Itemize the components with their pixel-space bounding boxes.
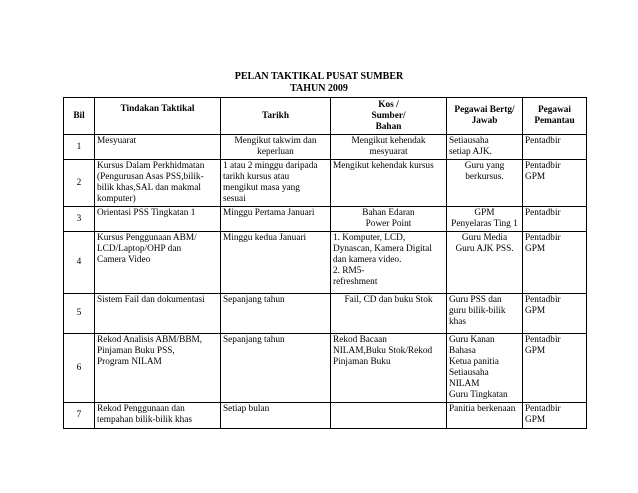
cell-kos: [331, 160, 447, 207]
cell-kos-line: refreshment: [333, 277, 378, 287]
cell-tindakan-line: Camera Video: [97, 255, 151, 265]
cell-tarikh: [221, 294, 331, 334]
cell-pemantau: [523, 403, 587, 429]
table-row: [64, 403, 587, 429]
cell-kos-line: Fail, CD dan buku Stok: [344, 295, 433, 305]
cell-bertg-line: Ketua panitia: [449, 357, 499, 367]
cell-bil: 5: [64, 294, 95, 334]
cell-kos-line: 1. Komputer, LCD,: [333, 233, 406, 243]
cell-tindakan-line: (Pengurusan Asas PSS,bilik-: [97, 172, 204, 182]
cell-tarikh: [221, 135, 331, 160]
cell-tindakan-line: komputer): [97, 194, 136, 204]
cell-kos-line: NILAM,Buku Stok/Rekod: [333, 346, 433, 356]
tactical-plan-table: [63, 97, 587, 429]
cell-tindakan-line: Mesyuarat: [97, 136, 137, 146]
cell-bertg: [447, 334, 523, 403]
document-title: [0, 71, 638, 95]
cell-pemantau-line: GPM: [525, 415, 546, 425]
header-kos: [331, 98, 447, 135]
cell-bertg-line: Guru AJK PSS.: [455, 244, 514, 254]
cell-kos: [331, 232, 447, 294]
cell-kos-line: Mengikut kehendak kursus: [333, 161, 434, 171]
cell-bertg: [447, 207, 523, 232]
cell-bertg-line: GPM: [474, 208, 495, 218]
cell-pemantau: [523, 135, 587, 160]
cell-kos-line: Rekod Bacaan: [333, 335, 387, 345]
title-line-1: PELAN TAKTIKAL PUSAT SUMBER: [234, 71, 404, 82]
cell-pemantau-line: GPM: [525, 244, 546, 254]
cell-kos: [331, 294, 447, 334]
cell-pemantau-line: Pentadbir: [525, 161, 561, 171]
header-bil: Bil: [64, 98, 95, 135]
cell-pemantau-line: Pentadbir: [525, 335, 561, 345]
cell-bertg: [447, 294, 523, 334]
cell-tarikh: [221, 232, 331, 294]
cell-tindakan-line: Sistem Fail dan dokumentasi: [97, 295, 205, 305]
header-bertg-line-2: Jawab: [471, 116, 498, 126]
cell-bertg: [447, 232, 523, 294]
cell-bertg-line: Guru Tingkatan: [449, 390, 508, 400]
table-row: [64, 232, 587, 294]
header-kos-line-2: Sumber/: [371, 110, 406, 121]
cell-bertg-line: Setiausaha: [449, 368, 489, 378]
cell-tindakan: [95, 160, 221, 207]
cell-pemantau: [523, 294, 587, 334]
cell-tarikh: [221, 403, 331, 429]
cell-kos-line: dan kamera video.: [333, 255, 402, 265]
cell-pemantau-line: Pentadbir: [525, 233, 561, 243]
cell-bertg-line: berkursus.: [465, 172, 504, 182]
cell-tindakan-line: Pinjaman Buku PSS,: [97, 346, 175, 356]
header-kos-line-1: Kos /: [378, 99, 399, 110]
cell-tarikh-line: tarikh kursus atau: [223, 172, 290, 182]
cell-tarikh-line: keperluan: [257, 147, 294, 157]
header-pemantau-line-2: Pemantau: [534, 116, 575, 126]
cell-bertg: [447, 135, 523, 160]
header-bertg-line-1: Pegawai Bertg/: [454, 105, 515, 115]
cell-bertg-line: Setiausaha: [449, 136, 489, 146]
cell-pemantau: [523, 334, 587, 403]
cell-pemantau: [523, 232, 587, 294]
cell-tindakan: [95, 135, 221, 160]
cell-tindakan: [95, 232, 221, 294]
cell-tarikh: [221, 207, 331, 232]
cell-tarikh-line: Sepanjang tahun: [223, 335, 285, 345]
cell-tarikh-line: Mengikut takwim dan: [234, 136, 317, 146]
cell-bertg-line: Bahasa: [449, 346, 476, 356]
cell-bil: 1: [64, 135, 95, 160]
cell-tindakan-line: Program NILAM: [97, 357, 162, 367]
cell-kos: [331, 334, 447, 403]
cell-pemantau-line: Pentadbir: [525, 136, 561, 146]
table-row: [64, 207, 587, 232]
header-row: [64, 98, 587, 135]
cell-tindakan-line: Rekod Analisis ABM/BBM,: [97, 335, 203, 345]
cell-pemantau: [523, 207, 587, 232]
cell-bertg-line: NILAM: [449, 379, 480, 389]
cell-tarikh-line: mengikut masa yang: [223, 183, 300, 193]
cell-kos: [331, 135, 447, 160]
cell-bertg-line: guru bilik-bilik: [449, 306, 506, 316]
cell-bil: 7: [64, 403, 95, 429]
header-kos-line-3: Bahan: [375, 121, 402, 132]
cell-tindakan-line: Orientasi PSS Tingkatan 1: [97, 208, 196, 218]
cell-bertg-line: khas: [449, 317, 467, 327]
cell-tindakan: [95, 294, 221, 334]
cell-kos-line: Dynascan, Kamera Digital: [333, 244, 432, 254]
header-pemantau: [523, 98, 587, 135]
cell-tindakan: [95, 334, 221, 403]
table-body: [64, 135, 587, 429]
cell-bil: 3: [64, 207, 95, 232]
cell-bertg-line: setiap AJK.: [449, 147, 492, 157]
cell-pemantau-line: GPM: [525, 172, 546, 182]
cell-kos-line: Bahan Edaran: [362, 208, 415, 218]
cell-bertg: [447, 160, 523, 207]
cell-tarikh: [221, 160, 331, 207]
cell-bertg-line: Guru PSS dan: [449, 295, 502, 305]
table-row: [64, 160, 587, 207]
cell-kos-line: Pinjaman Buku: [333, 357, 391, 367]
cell-pemantau: [523, 160, 587, 207]
cell-tarikh-line: 1 atau 2 minggu daripada: [223, 161, 318, 171]
cell-tarikh-line: Minggu kedua Januari: [223, 233, 307, 243]
cell-pemantau-line: Pentadbir: [525, 208, 561, 218]
cell-tarikh-line: Minggu Pertama Januari: [223, 208, 315, 218]
cell-bertg-line: Panitia berkenaan: [449, 404, 516, 414]
cell-kos-line: Mengikut kehendak: [351, 136, 426, 146]
header-bertg: [447, 98, 523, 135]
cell-tarikh-line: sesuai: [223, 194, 246, 204]
cell-tindakan: [95, 207, 221, 232]
cell-tarikh: [221, 334, 331, 403]
cell-kos-line: 2. RM5-: [333, 266, 365, 276]
cell-tindakan-line: Rekod Penggunaan dan: [97, 404, 185, 414]
table-row: [64, 334, 587, 403]
header-tindakan: Tindakan Taktikal: [95, 98, 221, 135]
table-row: [64, 294, 587, 334]
cell-tarikh-line: Setiap bulan: [223, 404, 270, 414]
header-pemantau-line-1: Pegawai: [537, 105, 572, 115]
cell-bertg-line: Penyelaras Ting 1: [451, 219, 518, 229]
cell-bertg-line: Guru Media: [461, 233, 508, 243]
cell-tindakan-line: tempahan bilik-bilik khas: [97, 415, 193, 425]
cell-tarikh-line: Sepanjang tahun: [223, 295, 285, 305]
cell-kos-line: Power Point: [365, 219, 412, 229]
title-line-2: TAHUN 2009: [290, 83, 348, 94]
cell-bertg-line: Guru Kanan: [449, 335, 495, 345]
cell-bil: 6: [64, 334, 95, 403]
cell-tindakan: [95, 403, 221, 429]
cell-kos-line: mesyuarat: [369, 147, 408, 157]
header-tarikh: Tarikh: [221, 98, 331, 135]
cell-bertg-line: Guru yang: [464, 161, 505, 171]
cell-bertg: [447, 403, 523, 429]
cell-tindakan-line: Kursus Dalam Perkhidmatan: [97, 161, 205, 171]
cell-bil: 4: [64, 232, 95, 294]
cell-tindakan-line: LCD/Laptop/OHP dan: [97, 244, 182, 254]
cell-tindakan-line: bilik khas,SAL dan makmal: [97, 183, 201, 193]
cell-bil: 2: [64, 160, 95, 207]
cell-pemantau-line: GPM: [525, 346, 546, 356]
table-row: [64, 135, 587, 160]
cell-tindakan-line: Kursus Penggunaan ABM/: [97, 233, 197, 243]
cell-kos: [331, 403, 447, 429]
cell-pemantau-line: Pentadbir: [525, 404, 561, 414]
cell-pemantau-line: Pentadbir: [525, 295, 561, 305]
cell-kos: [331, 207, 447, 232]
cell-pemantau-line: GPM: [525, 306, 546, 316]
